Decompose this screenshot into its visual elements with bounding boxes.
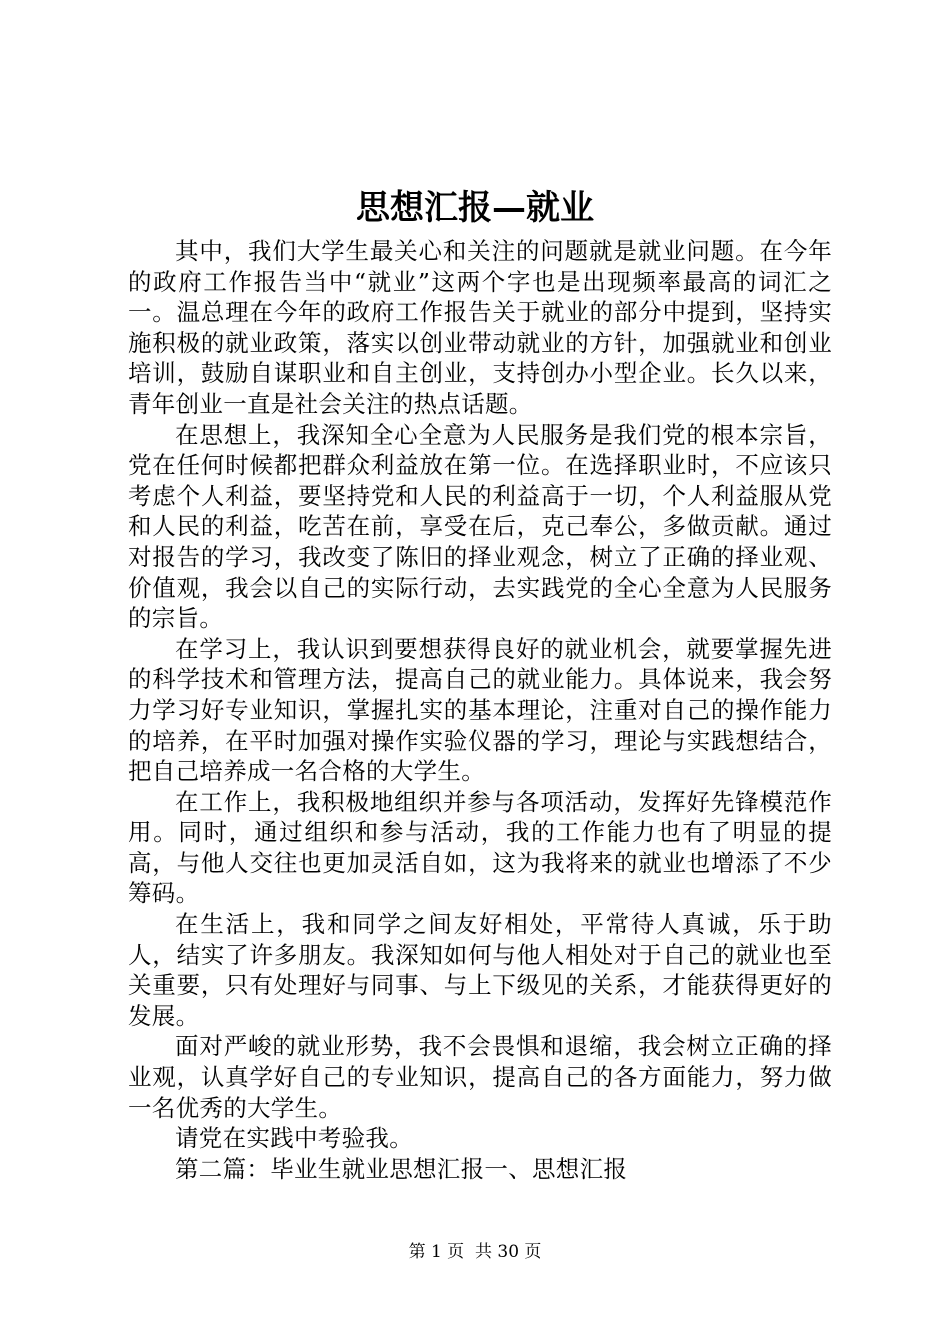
paragraph-6: 面对严峻的就业形势，我不会畏惧和退缩，我会树立正确的择业观，认真学好自己的专业知识，提高自己的各方面能力，努力做一名优秀的大学生。 — [128, 1032, 832, 1122]
paragraph-4: 在工作上，我积极地组织并参与各项活动，发挥好先锋模范作用。同时，通过组织和参与活动，我的工作能力也有了明显的提高，与他人交往也更加灵活自如，这为我将来的就业也增添了不少筹码。 — [128, 787, 832, 908]
paragraph-5: 在生活上，我和同学之间友好相处，平常待人真诚，乐于助人，结实了许多朋友。我深知如何与他人相处对于自己的就业也至关重要，只有处理好与同事、与上下级见的关系，才能获得更好的发展。 — [128, 910, 832, 1030]
page-number-footer: 第 1 页 共 30 页 — [408, 1242, 542, 1262]
paragraph-3: 在学习上，我认识到要想获得良好的就业机会，就要掌握先进的科学技术和管理方法，提高自己的就业能力。具体说来，我会努力学习好专业知识，掌握扎实的基本理论，注重对自己的操作能力的培养，在平时加强对操作实验仪器的学习，理论与实践想结合，把自己培养成一名合格的大学生。 — [128, 634, 832, 786]
paragraph-1: 其中，我们大学生最关心和关注的问题就是就业问题。在今年的政府工作报告当中“就业”这两个字也是出现频率最高的词汇之一。温总理在今年的政府工作报告关于就业的部分中提到，坚持实施积极的就业政策，落实以创业带动就业的方针，加强就业和创业培训，鼓励自谋职业和自主创业，支持创办小型企业。长久以来，青年创业一直是社会关注的热点话题。 — [128, 237, 832, 418]
document-title: 思想汇报—就业 — [356, 188, 594, 228]
paragraph-2: 在思想上，我深知全心全意为人民服务是我们党的根本宗旨，党在任何时候都把群众利益放在第一位。在选择职业时，不应该只考虑个人利益，要坚持党和人民的利益高于一切，个人利益服从党和人民的利益，吃苦在前，享受在后，克己奉公，多做贡献。通过对报告的学习，我改变了陈旧的择业观念，树立了正确的择业观、价值观，我会以自己的实际行动，去实践党的全心全意为人民服务的宗旨。 — [128, 420, 832, 633]
paragraph-8: 第二篇：毕业生就业思想汇报一、思想汇报 — [175, 1154, 628, 1183]
paragraph-7: 请党在实践中考验我。 — [175, 1124, 413, 1153]
document-body — [128, 236, 832, 1184]
